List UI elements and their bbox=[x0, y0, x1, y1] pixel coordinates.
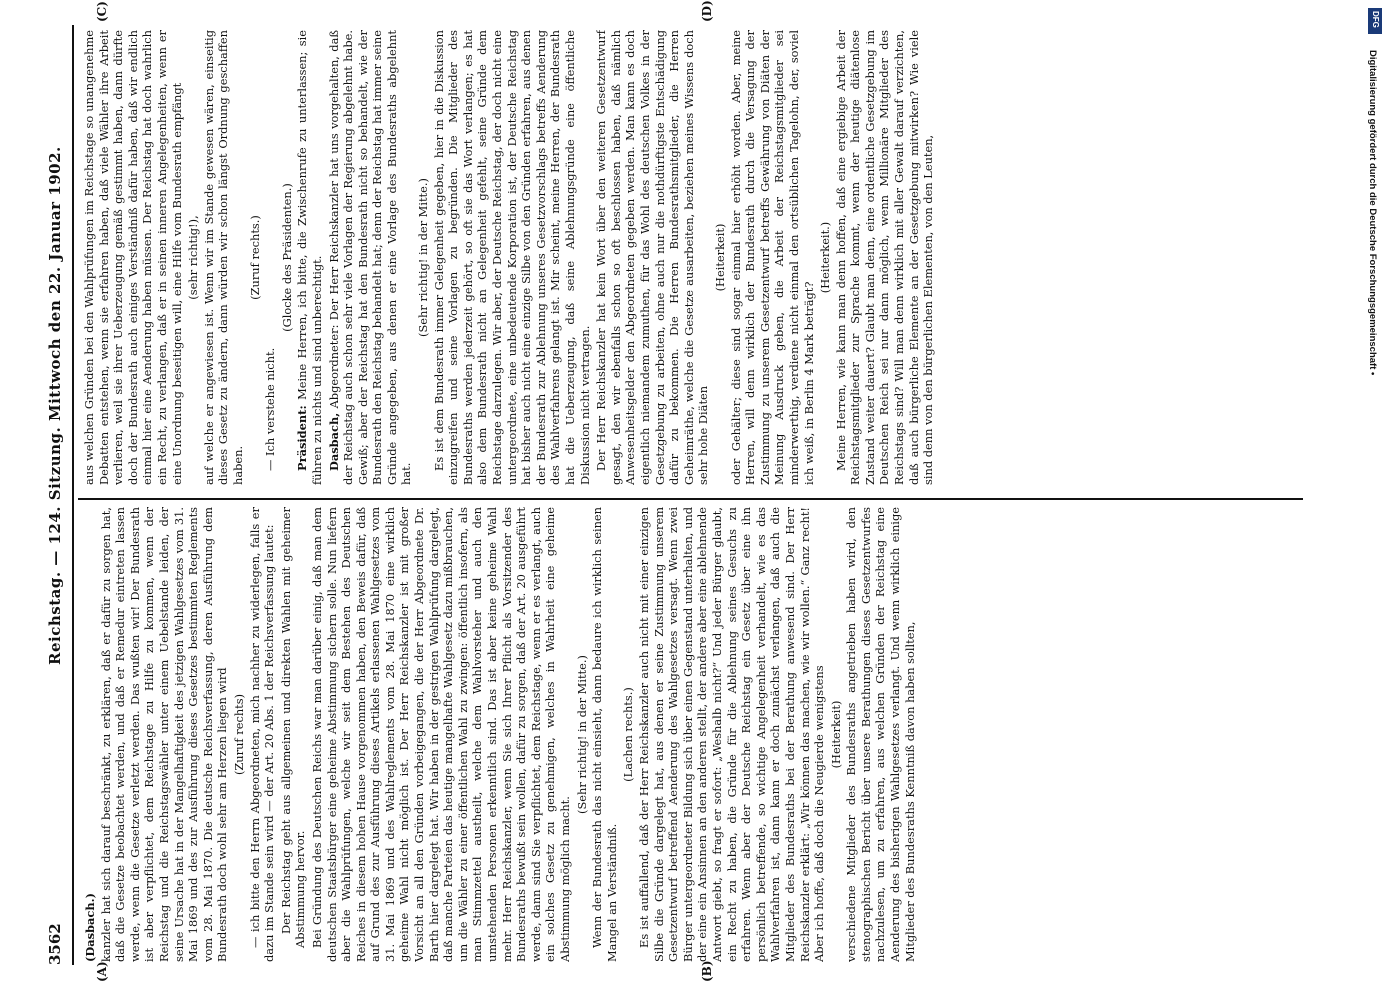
paragraph: auf welche er angewiesen ist. Wenn wir im Stande gewesen wären, einseitig dieses Gesetz zu ändern, dann würden wir schon längst Ordnung geschaffen haben. bbox=[201, 30, 245, 485]
paragraph-text: Abgeordneter: Der Herr Reichskanzler hat uns vorgehalten, daß der Reichstag auch schon sehr viele Vorlagen der Regierung abgelehnt habe. Gewiß; aber der Reichstag hat den Bundesrath nicht so behandelt, wie der Bundesrath den Reichstag behandelt hat; denn der Reichstag hat immer seine Gründe angegeben, aus denen er eine Vorlage des Bundesraths abgelehnt hat. bbox=[326, 30, 414, 485]
speaker-dasbach: Dasbach, bbox=[326, 412, 341, 471]
paragraph-president bbox=[295, 30, 324, 485]
paragraph-dasbach bbox=[327, 30, 415, 485]
interjection: (Zuruf rechts.) bbox=[247, 215, 262, 300]
speaker-label: (Dasbach.) bbox=[83, 893, 97, 962]
header-rule bbox=[72, 25, 74, 965]
interjection: (Heiterkeit) bbox=[712, 223, 727, 292]
marker-d: (D) bbox=[700, 0, 714, 22]
marker-a: (A) bbox=[95, 961, 109, 982]
interjection: (Sehr richtig! in der Mitte.) bbox=[574, 655, 589, 814]
interjection: (Heiterkeit) bbox=[828, 700, 843, 769]
page-header bbox=[46, 25, 68, 965]
interjection: (Heiterkeit.) bbox=[818, 221, 833, 294]
paragraph: kanzler hat sich darauf beschränkt, zu erklären, daß er dafür zu sorgen hat, daß die Gesetze beobachtet werden, und daß er Remedur eintreten lassen werde, wenn die Gesetze verletzt werden. Das wußten wir! Der Bundesrath ist aber verpflichtet, dem Reichstage zu Hilfe zu kommen, wenn der Reichstag und die Reichstagswähler unter einem Uebelstande leiden, der seine Ursache hat in der Mangelhaftigkeit des jetzigen Wahlgesetzes vom 31. Mai 1869 und des zur Ausführung dieses Gesetzes bestimmten Reglements vom 28. Mai 1870. Die deutsche Reichsverfassung, deren Ausführung dem Bundesrath doch wohl sehr am Herzen liegen wird bbox=[98, 507, 230, 962]
digitization-credit bbox=[1366, 10, 1380, 990]
page-title: Reichstag. — 124. Sitzung. Mittwoch den 22. Januar 1902. bbox=[46, 146, 64, 665]
paragraph: verschiedene Mitglieder des Bundesraths angetrieben haben wird, den stenographischen Bericht über unsere Berathungen dieses Gesetzentwurfes nachzulesen, um zu erfahren, aus welchen Gründen der Reichstag eine Aenderung des bisherigen Wahlgesetzes verlangt. Und wenn wirklich einige Mitglieder des Bundesraths Kenntniß davon haben sollten, bbox=[844, 507, 917, 962]
credit-text: Digitalisierung gefördert durch die Deutsche Forschungsgemeinschaft • bbox=[1367, 50, 1378, 376]
interjection: (Zuruf rechts) bbox=[231, 693, 246, 776]
paragraph: Meine Herren, wie kann man denn hoffen, daß eine ergiebige Arbeit der Reichstagsmitglieder zur Sprache kommt, wenn der heutige diätenlose Zustand weiter dauert? Glaubt man denn, eine ordentliche Gesetzgebung im Deutschen Reich sei nur dann möglich, wenn Millionäre Mitglieder des Reichstags sind? Will man denn wirklich mit aller Gewalt darauf verzichten, daß auch bürgerliche Elemente an der Gesetzgebung mitwirken? Wie viele sind denn von den bürgerlichen Elementen, von den Leuten, bbox=[833, 30, 936, 485]
paragraph: Bei Gründung des Deutschen Reichs war man darüber einig, daß man dem deutschen Staatsbürger eine geheime Abstimmung sichern solle. Nun liefern aber die Wahlprüfungen, welche wir seit dem Bestehen des Deutschen Reiches in diesem hohen Hause vorgenommen haben, den Beweis dafür, daß auf Grund des zur Ausführung dieses Artikels erlassenen Wahlgesetzes vom 31. Mai 1869 und des Wahlreglements vom 28. Mai 1870 eine wirklich geheime Wahl nicht möglich ist. Der Herr Reichskanzler ist mit großer Vorsicht an all den Gründen vorbeigegangen, die der Herr Abgeordnete Dr. Barth hier dargelegt hat. Wir haben in der gestrigen Wahlprüfung dargelegt, daß manche Parteien das heutige mangelhafte Wahlgesetz dazu mißbrauchen, um die Wähler zu einer öffentlichen Wahl zu zwingen: öffentlich insofern, als man Stimmzettel austheilt, welche dem Wahlvorsteher und auch den umstehenden Personen erkenntlich sind. Das ist aber keine geheime Wahl mehr. Herr Reichskanzler, wenn Sie sich Ihrer Pflicht als Vorsitzender des Bundesraths bewußt sein wollen, dafür zu sorgen, daß der Art. 20 ausgeführt werde, dann sind Sie verpflichtet, dem Reichstage, wenn er es verlangt, auch ein solches Gesetz zu genehmigen, welches in Wahrheit eine geheime Abstimmung möglich macht. bbox=[309, 507, 572, 962]
page-number: 3562 bbox=[46, 923, 64, 965]
paragraph: Der Herr Reichskanzler hat kein Wort über den weiteren Gesetzentwurf gesagt, den wir ebenfalls schon so oft beschlossen haben, daß nämlich Anwesenheitsgelder den Abgeordneten gegeben werden. Man kann es doch eigentlich niemandem zumuthen, für das Wohl des deutschen Volkes in der Gesetzgebung zu arbeiten, ohne auch nur die nothdürftigste Entschädigung dafür zu bekommen. Die Herren Bundesrathsmitglieder, die Herren Geheimräthe, welche die Gesetze ausarbeiten, beziehen meines Wissens doch sehr hohe Diäten bbox=[594, 30, 711, 485]
paragraph: oder Gehälter; diese sind sogar einmal hier erhöht worden. Aber, meine Herren, will denn wirklich der Bundesrath durch die Versagung der Zustimmung zu unserem Gesetzentwurf betreffs Gewährung von Diäten der Meinung Ausdruck geben, die Arbeit der Reichstagsmitglieder sei minderwerthig, verdiene nicht einmal den ortsüblichen Tagelohn, der, soviel ich weiß, in Berlin 4 Mark beträgt? bbox=[728, 30, 816, 485]
paragraph: — ich bitte den Herrn Abgeordneten, mich nachher zu widerlegen, falls er dazu im Stande sein wird — der Art. 20 Abs. 1 der Reichsverfassung lautet: bbox=[247, 507, 277, 962]
paragraph-text: Meine Herren, ich bitte, die Zwischenrufe zu unterlassen; sie führen zu nichts und sind unberechtigt. bbox=[295, 30, 324, 485]
speaker-president: Präsident: bbox=[295, 405, 310, 471]
interjection: (Glocke des Präsidenten.) bbox=[279, 183, 294, 332]
marker-b: (B) bbox=[700, 960, 714, 982]
right-column bbox=[82, 30, 1302, 485]
marker-c: (C) bbox=[95, 1, 109, 22]
column-divider bbox=[78, 498, 1303, 500]
dfg-logo-text: DFG bbox=[1371, 11, 1380, 28]
paragraph: Es ist auffallend, daß der Herr Reichskanzler auch nicht mit einer einzigen Silbe die Gründe dargelegt hat, aus denen er seine Zustimmung unserem Gesetzentwurf betreffend Aenderung des Wahlgesetzes versagt. Wenn zwei Bürger untergeordneter Bildung sich über einen Gegenstand unterhalten, und der eine ein Ansinnen an den anderen stellt, der andere aber eine ablehnende Antwort giebt, so fragt er sofort: „Weshalb nicht?“ Und jeder Bürger glaubt, ein Recht zu haben, die Gründe für die Ablehnung seines Gesuchs zu erfahren. Wenn aber der Deutsche Reichstag ein Gesetz über eine ihn persönlich betreffende, so wichtige Angelegenheit verhandelt, wie es das Wahlverfahren ist, dann kann er doch zunächst verlangen, daß auch die Mitglieder des Bundesraths bei der Berathung anwesend sind. Der Herr Reichskanzler erklärt: „Wir können das machen, wie wir wollen.“ Ganz recht! Aber ich hoffe, daß doch die Neugierde wenigstens bbox=[636, 507, 827, 962]
paragraph: — Ich verstehe nicht. bbox=[263, 347, 278, 471]
interjection: (Lachen rechts.) bbox=[621, 687, 636, 782]
paragraph: aus welchen Gründen bei den Wahlprüfungen im Reichstage so unangenehme Debatten entstehen, wenn sie erfahren haben, daß viele Wähler ihre Arbeit verlieren, weil sie ihrer Ueberzeugung gemäß gestimmt haben, dann dürfte doch der Bundesrath auch einiges Verständniß dafür haben, daß wir endlich einmal hier eine Aenderung haben müssen. Der Reichstag hat doch wahrlich ein Recht, zu verlangen, daß er in seinen inneren Angelegenheiten, wenn er eine Unordnung beseitigen will, eine Hilfe vom Bundesrath empfängt bbox=[82, 30, 184, 485]
left-column bbox=[82, 507, 1302, 962]
paragraph: Es ist dem Bundesrath immer Gelegenheit gegeben, hier in die Diskussion einzugreifen und seine Vorlagen zu begründen. Die Mitglieder des Bundesraths werden jederzeit gehört, so oft sie das Wort verlangen; es hat also dem Bundesrath nicht an Gelegenheit gefehlt, seine Gründe dem Reichstage darzulegen. Wir aber, der Deutsche Reichstag, der doch nicht eine untergeordnete, eine unbedeutende Korporation ist, der Deutsche Reichstag hat bisher auch nicht eine einzige Silbe von den Gründen erfahren, aus denen der Bundesrath zur Ablehnung unseres Gesetzvorschlags betreffs Aenderung des Wahlverfahrens gelangt ist. Mir scheint, meine Herren, der Bundesrath hat die Ueberzeugung, daß seine Ablehnungsgründe eine öffentliche Diskussion nicht vertragen. bbox=[431, 30, 592, 485]
interjection: (sehr richtig!), bbox=[186, 215, 201, 300]
quotation: Der Reichstag geht aus allgemeinen und direkten Wahlen mit geheimer Abstimmung hervor. bbox=[278, 507, 308, 948]
paragraph: Wenn der Bundesrath das nicht einsieht, dann bedaure ich wirklich seinen Mangel an Verständniß. bbox=[590, 507, 619, 962]
interjection: (Sehr richtig! in der Mitte.) bbox=[416, 178, 431, 337]
